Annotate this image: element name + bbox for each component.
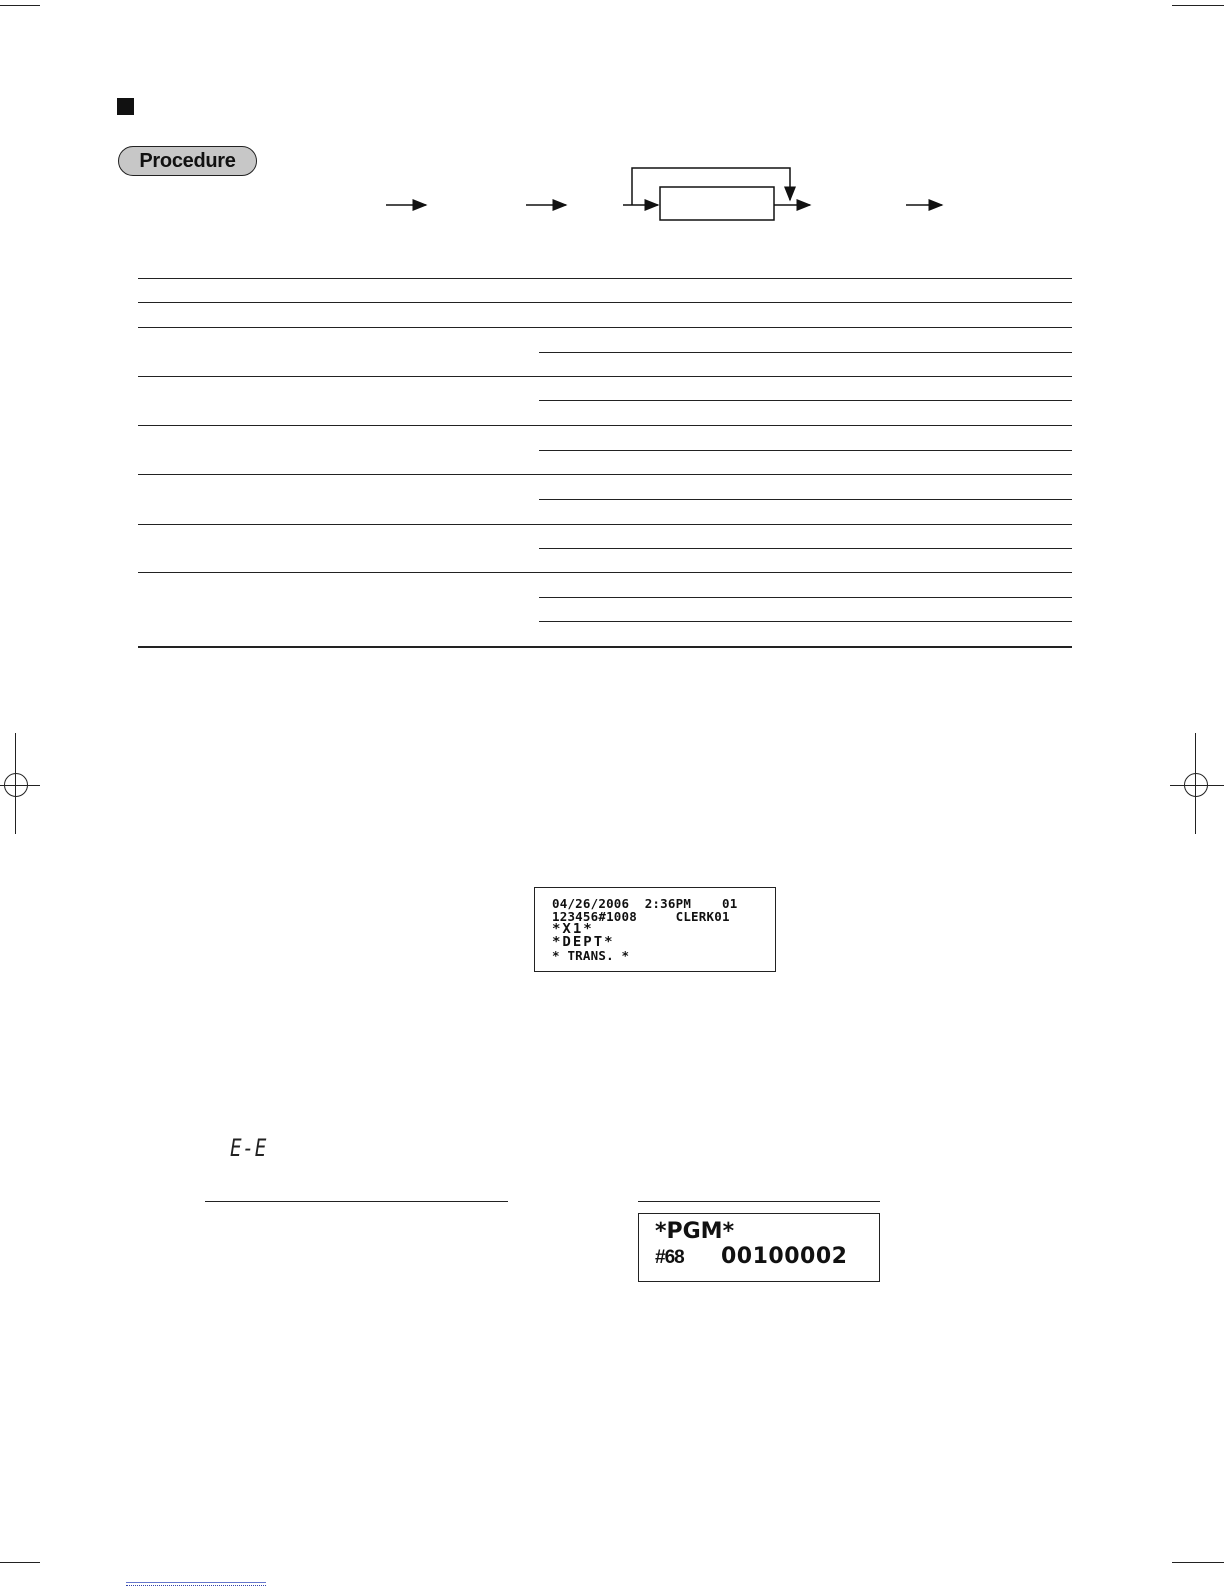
receipt-pgm-title: *PGM*: [655, 1219, 735, 1244]
receipt-line-report-title: *DEPT*: [552, 934, 615, 950]
table-rule-group: [138, 425, 1072, 426]
crop-mark-bottom-left: [0, 1562, 40, 1563]
receipt-pgm-code: 00100002: [721, 1244, 848, 1269]
table-rule-group: [138, 474, 1072, 475]
table-rule-sub: [539, 597, 1072, 598]
receipt-line-register-clerk: 123456#1008 CLERK01: [552, 909, 730, 924]
table-rule-top: [138, 278, 1072, 279]
footer-rule: [126, 1582, 266, 1583]
table-rule-sub: [539, 548, 1072, 549]
table-rule-sub: [539, 621, 1072, 622]
receipt-line-report-subtitle: * TRANS. *: [552, 948, 630, 963]
registration-mark-right-circle: [1184, 773, 1208, 797]
receipt-x1-dept-trans: [534, 887, 776, 972]
receipt-line-report-mode: *X1*: [552, 921, 594, 937]
table-rule-sub: [539, 352, 1072, 353]
flow-key-box: [660, 187, 774, 220]
registration-mark-left-circle: [4, 773, 28, 797]
example-rule-left: [205, 1201, 508, 1202]
receipt-line-datetime: 04/26/2006 2:36PM 01: [552, 896, 738, 911]
receipt-pgm: [638, 1213, 880, 1282]
procedure-label: Procedure: [118, 146, 257, 176]
crop-mark-top-right: [1172, 5, 1224, 6]
table-rule-sub: [539, 450, 1072, 451]
table-rule-bottom: [138, 646, 1072, 648]
receipt-pgm-program-number: #68: [655, 1247, 684, 1268]
table-rule-group: [138, 376, 1072, 377]
table-rule-group: [138, 572, 1072, 573]
table-rule-group: [138, 524, 1072, 525]
table-rule-sub: [539, 400, 1072, 401]
table-rule-group: [138, 327, 1072, 328]
section-marker-square: [117, 98, 134, 115]
table-rule-sub: [539, 499, 1072, 500]
example-rule-right: [638, 1201, 880, 1202]
table-rule-header: [138, 302, 1072, 303]
crop-mark-bottom-right: [1172, 1562, 1224, 1563]
procedure-flow-diagram: [380, 160, 960, 230]
segment-display-value: E-E: [230, 1134, 268, 1162]
crop-mark-top-left: [0, 5, 40, 6]
